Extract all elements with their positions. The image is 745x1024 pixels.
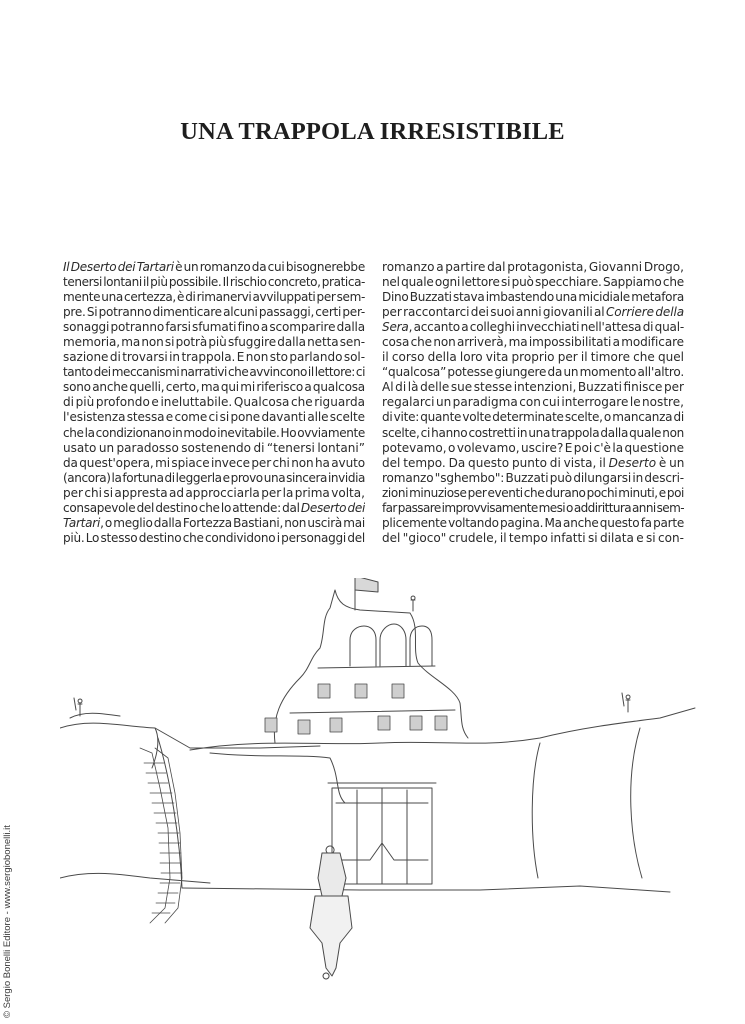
text-line bbox=[382, 275, 684, 290]
text-line bbox=[382, 380, 684, 395]
tower-windows bbox=[265, 684, 447, 734]
text-line bbox=[382, 426, 684, 441]
italic-title-text: Deserto dei bbox=[300, 500, 365, 515]
text-run: è un romanzo da cui bisognerebbe bbox=[173, 260, 365, 274]
text-line bbox=[63, 471, 365, 486]
text-run: sazione di trovarsi in trappola. E non sto parlando sol- bbox=[63, 350, 365, 365]
text-run: far passare improvvisamente mesi o addirittura anni sem- bbox=[382, 500, 684, 515]
text-line bbox=[382, 456, 684, 471]
fortress-illustration bbox=[60, 578, 700, 1018]
italic-title-text: Sera bbox=[382, 320, 409, 335]
text-line bbox=[63, 410, 365, 425]
fortress-wall bbox=[182, 708, 695, 892]
sentry-left bbox=[74, 698, 82, 716]
text-run: “qualcosa” potesse giungere da un momento all'altro. bbox=[382, 365, 684, 380]
text-run: consapevole del destino che lo attende: dal bbox=[63, 500, 301, 515]
sentry-right bbox=[622, 693, 630, 712]
text-run: del "gioco" crudele, il tempo infatti si dilata e si con- bbox=[382, 530, 684, 545]
text-line bbox=[382, 290, 684, 305]
text-run: potevamo, o volevamo, uscire? E poi c'è la questione bbox=[382, 440, 684, 455]
text-line bbox=[63, 501, 365, 516]
text-line bbox=[63, 275, 365, 290]
text-line bbox=[63, 486, 365, 501]
text-line bbox=[382, 471, 684, 486]
text-run: sonaggi potranno farsi sfumati fino a scomparire dalla bbox=[63, 320, 365, 335]
text-run: del tempo. Da questo punto di vista, il bbox=[382, 455, 609, 470]
text-line bbox=[382, 395, 684, 410]
text-line bbox=[63, 365, 365, 380]
text-run: per raccontarci dei suoi anni giovanili al bbox=[382, 305, 606, 320]
text-run: regalarci un paradigma con cui interrogare le nostre, bbox=[382, 395, 684, 410]
text-line bbox=[382, 350, 684, 365]
text-line bbox=[63, 456, 365, 471]
text-column-left bbox=[63, 260, 365, 546]
text-run: tanto dei meccanismi narrativi che avvincono il lettore: ci bbox=[63, 365, 365, 380]
text-line bbox=[63, 516, 365, 531]
text-run: Dino Buzzati stava imbastendo una micidiale metafora bbox=[382, 290, 684, 305]
text-line bbox=[382, 365, 684, 380]
text-line bbox=[382, 501, 684, 516]
text-line bbox=[63, 426, 365, 441]
text-run: romanzo "sghembo": Buzzati può dilungarsi in descri- bbox=[382, 470, 684, 485]
text-run: usato un paradosso sostenendo di “tenersi lontani” bbox=[63, 440, 365, 455]
text-line bbox=[63, 305, 365, 320]
text-line bbox=[382, 486, 684, 501]
text-run: pre. Si potranno dimenticare alcuni passaggi, certi per- bbox=[63, 305, 365, 320]
text-line bbox=[382, 410, 684, 425]
text-line bbox=[382, 531, 684, 546]
text-run: l'esistenza stessa e come ci si pone davanti alle scelte bbox=[63, 410, 365, 425]
text-run: cosa che non arriverà, ma impossibilitati a modificare bbox=[382, 335, 684, 350]
text-line bbox=[382, 441, 684, 456]
cliff-left bbox=[60, 713, 320, 888]
text-line bbox=[63, 531, 365, 546]
copyright-credit: © Sergio Bonelli Editore - www.sergiobonelli.it bbox=[2, 825, 13, 1018]
text-run: sono anche quelli, certo, ma qui mi riferisco a qualcosa bbox=[63, 380, 365, 395]
text-line bbox=[63, 441, 365, 456]
text-run: scelte, ci hanno costretti in una trappola dalla quale non bbox=[382, 425, 684, 440]
text-run: plicemente voltando pagina. Ma anche questo fa parte bbox=[382, 515, 684, 530]
text-run: , o meglio dalla Fortezza Bastiani, non uscirà mai bbox=[100, 515, 365, 530]
text-run: , accanto a colleghi invecchiati nell'attesa di qual- bbox=[408, 320, 684, 335]
text-line bbox=[63, 395, 365, 410]
italic-title-text: Deserto bbox=[608, 455, 657, 470]
text-line bbox=[382, 335, 684, 350]
text-line bbox=[63, 335, 365, 350]
text-run: di vite: quante volte determinate scelte, o mancanza di bbox=[382, 410, 684, 425]
text-line bbox=[63, 380, 365, 395]
text-run: per chi si appresta ad approcciarla per la prima volta, bbox=[63, 485, 365, 500]
text-line bbox=[63, 350, 365, 365]
text-run: che la condizionano in modo inevitabile. Ho ovviamente bbox=[63, 425, 365, 440]
text-run: di più profondo e ineluttabile. Qualcosa che riguarda bbox=[63, 395, 365, 410]
text-line bbox=[382, 516, 684, 531]
page-title: UNA TRAPPOLA IRRESISTIBILE bbox=[180, 118, 565, 145]
text-line bbox=[63, 290, 365, 305]
text-run: tenersi lontani il più possibile. Il rischio concreto, pratica- bbox=[63, 275, 365, 290]
text-line bbox=[382, 260, 684, 275]
text-run: mente una certezza, è di rimanervi avviluppati per sem- bbox=[63, 290, 365, 305]
text-run: nel quale ogni lettore si può specchiare. Sappiamo che bbox=[382, 275, 684, 290]
text-run: romanzo a partire dal protagonista, Giovanni Drogo, bbox=[382, 260, 684, 274]
text-run: è un bbox=[656, 455, 684, 470]
text-run: memoria, ma non si potrà più sfuggire dalla netta sen- bbox=[63, 335, 365, 350]
text-run: zioni minuziose per eventi che durano pochi minuti, e poi bbox=[382, 485, 684, 500]
text-run: (ancora) la fortuna di leggerla e provo una sincera invidia bbox=[63, 470, 365, 485]
text-run: da quest'opera, mi spiace invece per chi non ha avuto bbox=[63, 455, 365, 470]
italic-title-text: Tartari bbox=[63, 515, 101, 530]
text-line bbox=[382, 320, 684, 335]
italic-title-text: Il Deserto dei Tartari bbox=[63, 260, 174, 274]
staircase bbox=[140, 748, 182, 923]
text-column-right bbox=[382, 260, 684, 546]
text-run: il corso della loro vita proprio per il timore che quel bbox=[382, 350, 684, 365]
text-run: più. Lo stesso destino che condividono i personaggi del bbox=[63, 530, 365, 545]
rider-on-horse bbox=[310, 846, 352, 979]
text-run: Al di là delle sue stesse intenzioni, Buzzati finisce per bbox=[382, 380, 684, 395]
text-line bbox=[382, 305, 684, 320]
italic-title-text: Corriere della bbox=[605, 305, 684, 320]
text-line bbox=[63, 320, 365, 335]
text-line bbox=[63, 260, 365, 275]
